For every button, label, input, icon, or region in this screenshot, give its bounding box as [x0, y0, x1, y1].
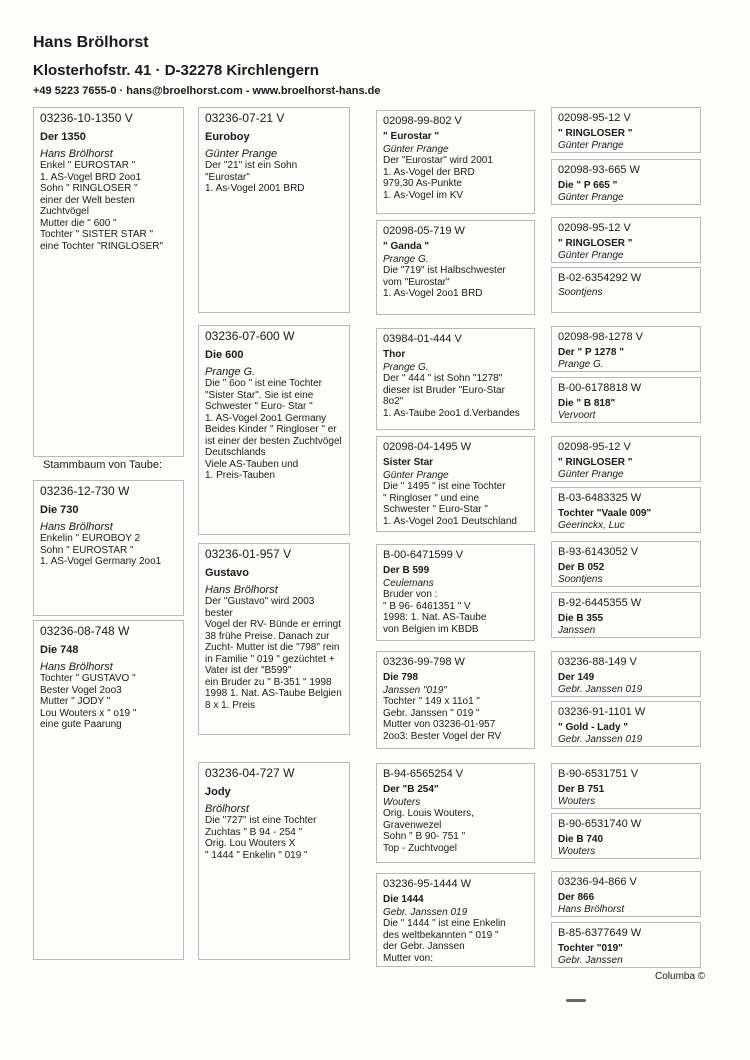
description: Die "719" ist Halbschwester vom "Eurostar" 1. As-Vogel 2oo1 BRD	[383, 265, 506, 299]
ancestor-card	[551, 592, 701, 638]
description: Die " 1444 " ist eine Enkelin des weltbekannten " 019 " der Gebr. Janssen Mutter von:	[383, 918, 506, 964]
owner: Günter Prange	[558, 140, 624, 151]
owner: Vervoort	[558, 410, 596, 421]
owner: Hans Brölhorst	[40, 661, 113, 673]
pigeon-name: Tochter "019"	[558, 943, 623, 954]
pigeon-name: Der " P 1278 "	[558, 347, 625, 358]
pigeon-name: Die B 355	[558, 613, 604, 624]
ancestor-card	[551, 763, 701, 809]
copyright-footer: Columba ©	[655, 971, 706, 982]
breeder-contact: +49 5223 7655-0 · hans@broelhorst.com - www.broelhorst-hans.de	[33, 85, 381, 97]
ring-number: 02098-99-802 V	[383, 115, 462, 127]
great-grandparent-card	[376, 873, 535, 967]
subject-pigeon-card	[33, 107, 184, 457]
stammbaum-label: Stammbaum von Taube:	[43, 459, 163, 471]
ancestor-card	[551, 217, 701, 263]
pigeon-name: Der B 052	[558, 562, 605, 573]
description: Enkelin " EUROBOY 2 Sohn " EUROSTAR " 1. AS-Vogel Germany 2oo1	[40, 533, 162, 567]
pigeon-name: Der 149	[558, 672, 595, 683]
owner: Wouters	[558, 796, 596, 807]
owner: Prange G.	[205, 366, 256, 378]
ancestor-card	[551, 159, 701, 205]
description: Der "Eurostar" wird 2001 1. As-Vogel der BRD 979,30 As-Punkte 1. As-Vogel im KV	[383, 155, 493, 201]
pigeon-name: Jody	[205, 786, 231, 798]
pigeon-name: " RINGLOSER "	[558, 457, 633, 468]
great-grandparent-card	[376, 220, 535, 315]
pigeon-name: " RINGLOSER "	[558, 128, 633, 139]
description: Orig. Louis Wouters, Gravenwezel Sohn " B 90- 751 " Top - Zuchtvogel	[383, 808, 474, 854]
grandparent-card	[198, 543, 350, 735]
great-grandparent-card	[376, 763, 535, 863]
pigeon-name: " RINGLOSER "	[558, 238, 633, 249]
owner: Wouters	[383, 797, 421, 808]
ring-number: 03236-88-149 V	[558, 656, 637, 668]
description: Die " 6oo " ist eine Tochter "Sister Star". Sie ist eine Schwester " Euro- Star " 1. AS-Vogel 2oo1 Germany Beides Kinder " Ringloser " er ist einer der besten Zuchtvögel Deutschlands Viele AS-Tauben und 1. Preis-Tauben	[205, 378, 342, 481]
ring-number: 03236-08-748 W	[40, 624, 130, 638]
ancestor-card	[551, 541, 701, 587]
description: Tochter " GUSTAVO " Bester Vogel 2oo3 Mutter " JODY " Lou Wouters x " o19 " eine gute Paarung	[40, 673, 137, 730]
pigeon-name: Die 1444	[383, 894, 424, 905]
ancestor-card	[551, 107, 701, 153]
owner: Wouters	[558, 846, 596, 857]
pigeon-name: Der B 599	[383, 565, 430, 576]
owner: Soontjens	[558, 287, 603, 298]
ancestor-card	[551, 871, 701, 917]
ring-number: B-94-6565254 V	[383, 768, 464, 780]
pigeon-name: Der 1350	[40, 131, 86, 143]
owner: Hans Brölhorst	[40, 148, 113, 160]
owner: Günter Prange	[558, 469, 624, 480]
pigeon-name: Die 600	[205, 349, 244, 361]
owner: Hans Brölhorst	[205, 584, 278, 596]
grandparent-card	[198, 325, 350, 535]
ancestor-card	[551, 922, 701, 968]
ring-number: 03236-04-727 W	[205, 766, 295, 780]
pigeon-name: " Ganda "	[383, 241, 430, 252]
pigeon-name: Der "B 254"	[383, 784, 439, 795]
pigeon-name: Die " P 665 "	[558, 180, 618, 191]
ring-number: 03236-95-1444 W	[383, 878, 472, 890]
grandparent-card	[198, 107, 350, 313]
ring-number: 02098-98-1278 V	[558, 331, 644, 343]
owner: Günter Prange	[558, 192, 624, 203]
pigeon-name: " Eurostar "	[383, 131, 440, 142]
owner: Janssen	[558, 625, 596, 636]
ring-number: B-00-6178818 W	[558, 382, 642, 394]
great-grandparent-card	[376, 544, 535, 641]
owner: Günter Prange	[383, 144, 449, 155]
owner: Prange G.	[383, 254, 429, 265]
ancestor-card	[551, 487, 701, 533]
ring-number: 02098-93-665 W	[558, 164, 640, 176]
ring-number: 03236-07-600 W	[205, 329, 295, 343]
owner: Günter Prange	[558, 250, 624, 261]
pigeon-name: Der B 751	[558, 784, 605, 795]
owner: Soontjens	[558, 574, 603, 585]
ring-number: 02098-95-12 V	[558, 441, 631, 453]
grandparent-card	[198, 762, 350, 960]
owner: Prange G.	[383, 362, 429, 373]
pigeon-name: Thor	[383, 349, 406, 360]
owner: Günter Prange	[205, 148, 278, 160]
pigeon-name: Der 866	[558, 892, 595, 903]
ring-number: B-93-6143052 V	[558, 546, 639, 558]
ring-number: B-02-6354292 W	[558, 272, 642, 284]
ring-number: 02098-05-719 W	[383, 225, 465, 237]
ring-number: 02098-95-12 V	[558, 112, 631, 124]
ring-number: 03236-94-866 V	[558, 876, 637, 888]
owner: Ceulemans	[383, 578, 434, 589]
owner: Hans Brölhorst	[558, 904, 625, 915]
owner: Gebr. Janssen 019	[383, 907, 468, 918]
pigeon-name: Die 798	[383, 672, 419, 683]
ring-number: 03236-91-1101 W	[558, 706, 646, 718]
description: Die "727" ist eine Tochter Zuchtas " B 94 - 254 " Orig. Lou Wouters X " 1444 " Enkelin " 019 "	[205, 815, 317, 861]
breeder-name: Hans Brölhorst	[33, 34, 149, 51]
ring-number: B-85-6377649 W	[558, 927, 642, 939]
description: Enkel " EUROSTAR " 1. AS-Vogel BRD 2oo1 Sohn " RINGLOSER " einer der Welt besten Zuchtvögel Mutter die " 600 " Tochter " SISTER STAR " eine Tochter "RINGLOSER"	[40, 160, 164, 252]
ring-number: 03984-01-444 V	[383, 333, 462, 345]
pigeon-name: Die 748	[40, 644, 79, 656]
ring-number: 03236-01-957 V	[205, 547, 292, 561]
description: Der "21" ist ein Sohn "Eurostar" 1. As-Vogel 2001 BRD	[205, 160, 305, 194]
pigeon-name: Gustavo	[205, 567, 250, 579]
dam-card	[33, 620, 184, 960]
ring-number: B-03-6483325 W	[558, 492, 642, 504]
description: Der "Gustavo" wird 2003 bester Vogel der RV- Bünde er erringt 38 frühe Preise. Danach zur Zucht- Mutter ist die "798" rein in Familie " 019 " gezüchtet + Vater ist der "B599" ein Bruder zu " B-351 " 1998 1998 1. Nat. AS-Taube Belgien 8 x 1. Preis	[205, 596, 342, 711]
owner: Geerinckx, Luc	[558, 520, 625, 531]
ring-number: B-90-6531740 W	[558, 818, 642, 830]
ring-number: 03236-07-21 V	[205, 111, 285, 125]
ring-number: 02098-04-1495 W	[383, 441, 472, 453]
description: Der " 444 " ist Sohn "1278" dieser ist Bruder "Euro-Star 8o2" 1. As-Taube 2oo1 d.Verbandes	[383, 373, 520, 419]
ring-number: B-90-6531751 V	[558, 768, 639, 780]
ring-number: 03236-12-730 W	[40, 484, 130, 498]
great-grandparent-card	[376, 651, 535, 749]
ancestor-card	[551, 436, 701, 482]
owner: Janssen "019"	[383, 685, 447, 696]
description: Tochter " 149 x 11o1 " Gebr. Janssen " 019 " Mutter von 03236-01-957 2oo3: Bester Vogel der RV	[383, 696, 502, 742]
sire-card	[33, 480, 184, 616]
ring-number: 03236-10-1350 V	[40, 111, 133, 125]
pigeon-name: Sister Star	[383, 457, 434, 468]
ancestor-card	[551, 326, 701, 372]
pigeon-name: Die 730	[40, 504, 79, 516]
breeder-address: Klosterhofstr. 41 · D-32278 Kirchlengern	[33, 62, 319, 79]
pigeon-name: " Gold - Lady "	[558, 722, 629, 733]
ancestor-card	[551, 377, 701, 423]
pigeon-name: Euroboy	[205, 131, 250, 143]
ancestor-card	[551, 267, 701, 313]
ring-number: B-92-6445355 W	[558, 597, 642, 609]
owner: Brölhorst	[205, 803, 250, 815]
ring-number: B-00-6471599 V	[383, 549, 464, 561]
owner: Gebr. Janssen	[558, 955, 623, 966]
description: Die " 1495 " ist eine Tochter " Ringloser " und eine Schwester " Euro-Star " 1. As-Vogel 2oo1 Deutschland	[383, 481, 517, 527]
description: Bruder von : " B 96- 6461351 " V 1998: 1. Nat. AS-Taube von Belgien im KBDB	[383, 589, 487, 635]
great-grandparent-card	[376, 328, 535, 430]
owner: Prange G.	[558, 359, 604, 370]
owner: Hans Brölhorst	[40, 521, 113, 533]
ring-number: 03236-99-798 W	[383, 656, 465, 668]
pigeon-name: Die B 740	[558, 834, 604, 845]
owner: Gebr. Janssen 019	[558, 684, 643, 695]
great-grandparent-card	[376, 436, 535, 532]
ring-number: 02098-95-12 V	[558, 222, 631, 234]
owner: Gebr. Janssen 019	[558, 734, 643, 745]
pigeon-name: Die " B 818"	[558, 398, 616, 409]
pigeon-name: Tochter "Vaale 009"	[558, 508, 652, 519]
owner: Günter Prange	[383, 470, 449, 481]
ancestor-card	[551, 813, 701, 859]
ancestor-card	[551, 701, 701, 747]
ancestor-card	[551, 651, 701, 697]
scan-mark	[566, 999, 586, 1002]
great-grandparent-card	[376, 110, 535, 214]
